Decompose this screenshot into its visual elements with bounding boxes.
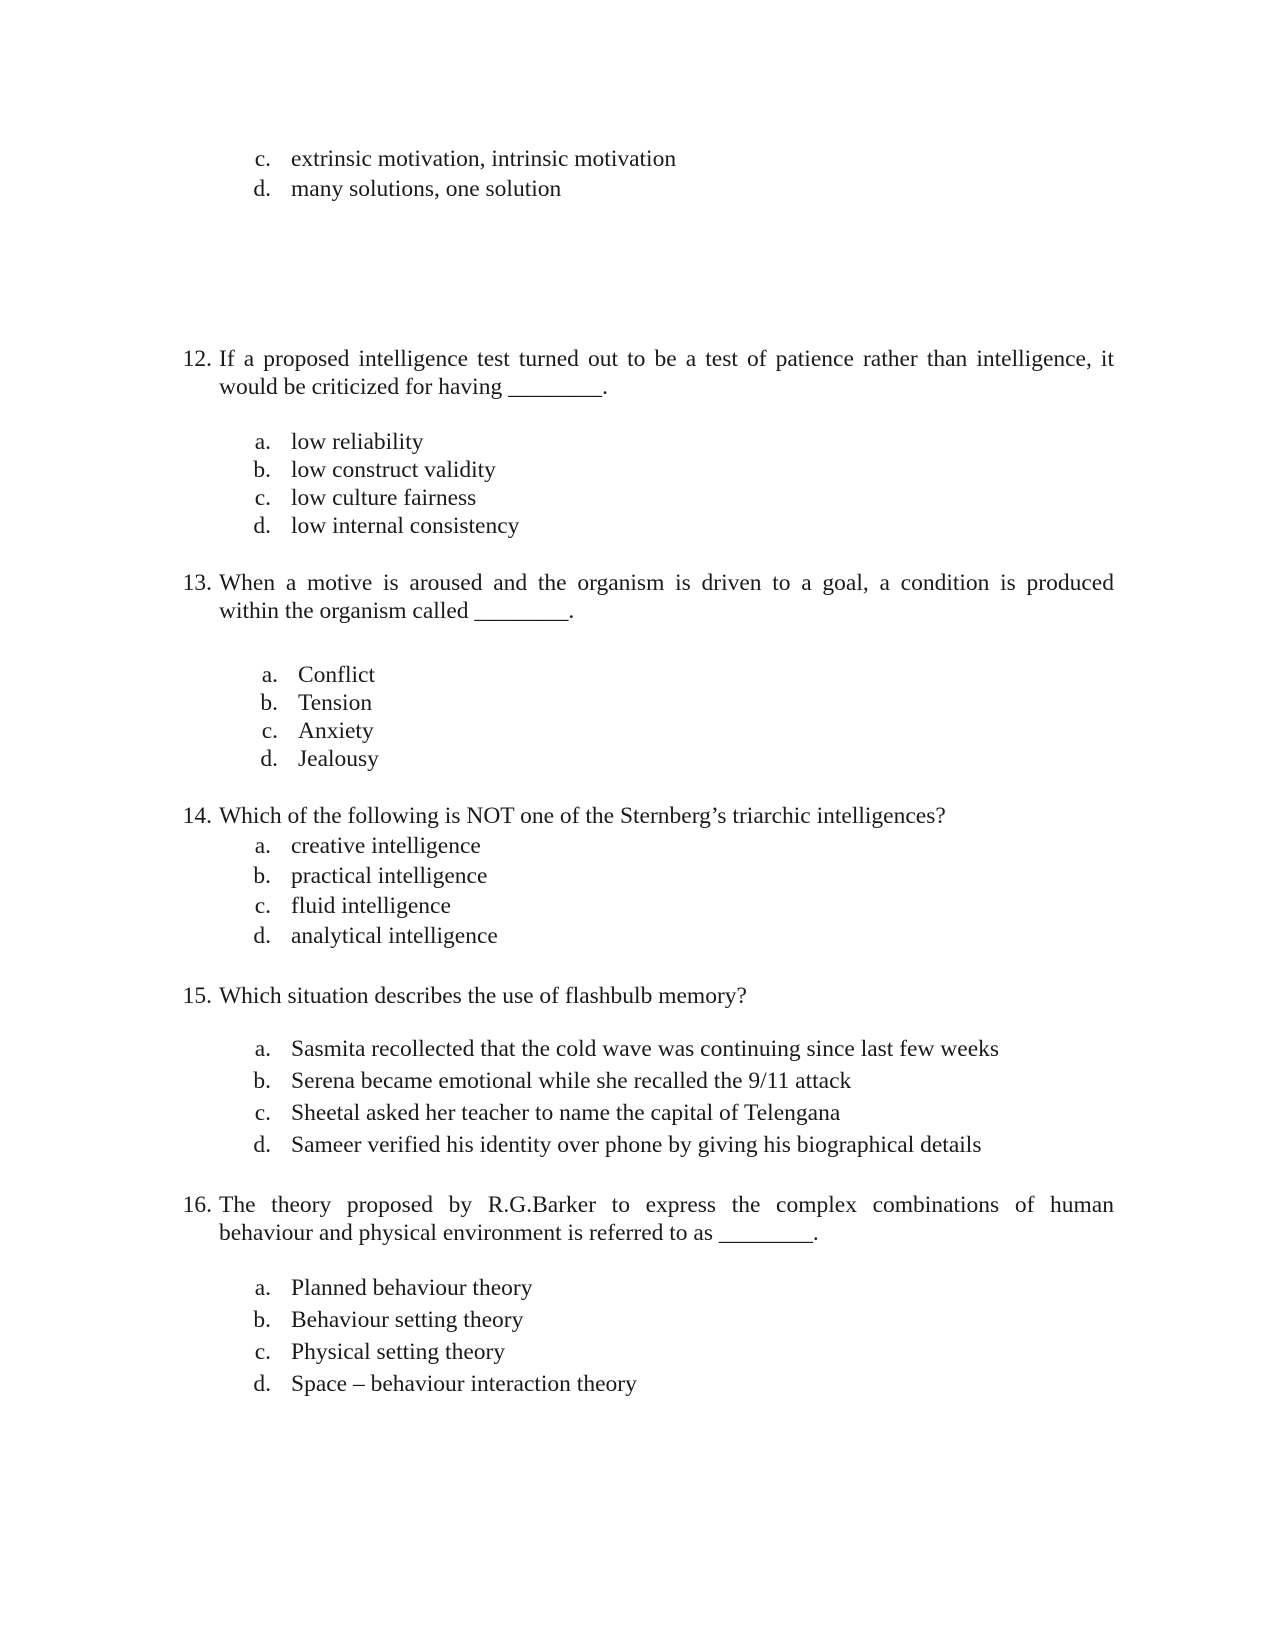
option-letter: b. bbox=[253, 457, 271, 483]
question-number: 15. bbox=[182, 983, 212, 1009]
option-letter: a. bbox=[261, 662, 278, 688]
question-number: 12. bbox=[182, 346, 212, 372]
question-number: 13. bbox=[182, 570, 212, 596]
option-letter: d. bbox=[253, 176, 271, 202]
option-text: practical intelligence bbox=[291, 863, 488, 889]
option-letter: d. bbox=[253, 923, 271, 949]
option-text: Physical setting theory bbox=[291, 1339, 506, 1365]
question-text-line: The theory proposed by R.G.Barker to express the complex combinations of human bbox=[219, 1192, 1114, 1218]
option-letter: c. bbox=[254, 1339, 271, 1365]
question-text-line: When a motive is aroused and the organism is driven to a goal, a condition is produced bbox=[219, 570, 1114, 596]
option-letter: a. bbox=[254, 1036, 271, 1062]
option-letter: d. bbox=[253, 513, 271, 539]
option-text: many solutions, one solution bbox=[291, 176, 562, 202]
option-text: Behaviour setting theory bbox=[291, 1307, 524, 1333]
option-text: low culture fairness bbox=[291, 485, 477, 511]
option-text: Sasmita recollected that the cold wave was continuing since last few weeks bbox=[291, 1036, 1000, 1062]
question-text-line: Which situation describes the use of flashbulb memory? bbox=[219, 983, 747, 1009]
option-letter: b. bbox=[253, 1307, 271, 1333]
option-text: creative intelligence bbox=[291, 833, 481, 859]
option-text: Serena became emotional while she recalled the 9/11 attack bbox=[291, 1068, 852, 1094]
option-text: low construct validity bbox=[291, 457, 496, 483]
question-number: 16. bbox=[182, 1192, 212, 1218]
option-letter: d. bbox=[253, 1132, 271, 1158]
option-letter: a. bbox=[254, 429, 271, 455]
option-text: Planned behaviour theory bbox=[291, 1275, 533, 1301]
question-text-line: behaviour and physical environment is referred to as ________. bbox=[219, 1220, 819, 1246]
option-letter: c. bbox=[254, 1100, 271, 1126]
question-text-line: would be criticized for having ________. bbox=[219, 374, 608, 400]
option-text: analytical intelligence bbox=[291, 923, 498, 949]
question-text-line: within the organism called ________. bbox=[219, 598, 575, 624]
question-text-line: If a proposed intelligence test turned out to be a test of patience rather than intelligence, it bbox=[219, 346, 1114, 372]
option-text: Conflict bbox=[298, 662, 376, 688]
option-text: Jealousy bbox=[298, 746, 379, 772]
question-text-line: Which of the following is NOT one of the Sternberg’s triarchic intelligences? bbox=[219, 803, 946, 829]
option-letter: b. bbox=[260, 690, 278, 716]
option-text: fluid intelligence bbox=[291, 893, 451, 919]
option-letter: d. bbox=[253, 1371, 271, 1397]
option-letter: b. bbox=[253, 1068, 271, 1094]
option-letter: c. bbox=[254, 146, 271, 172]
option-letter: b. bbox=[253, 863, 271, 889]
option-letter: c. bbox=[254, 893, 271, 919]
option-text: low reliability bbox=[291, 429, 424, 455]
option-text: Tension bbox=[298, 690, 373, 716]
option-text: Sameer verified his identity over phone by giving his biographical details bbox=[291, 1132, 982, 1158]
option-letter: c. bbox=[254, 485, 271, 511]
option-letter: c. bbox=[261, 718, 278, 744]
option-text: extrinsic motivation, intrinsic motivation bbox=[291, 146, 677, 172]
option-text: Anxiety bbox=[298, 718, 374, 744]
option-text: low internal consistency bbox=[291, 513, 520, 539]
option-text: Space – behaviour interaction theory bbox=[291, 1371, 637, 1397]
option-letter: d. bbox=[260, 746, 278, 772]
option-text: Sheetal asked her teacher to name the capital of Telengana bbox=[291, 1100, 841, 1126]
option-letter: a. bbox=[254, 833, 271, 859]
option-letter: a. bbox=[254, 1275, 271, 1301]
question-number: 14. bbox=[182, 803, 212, 829]
